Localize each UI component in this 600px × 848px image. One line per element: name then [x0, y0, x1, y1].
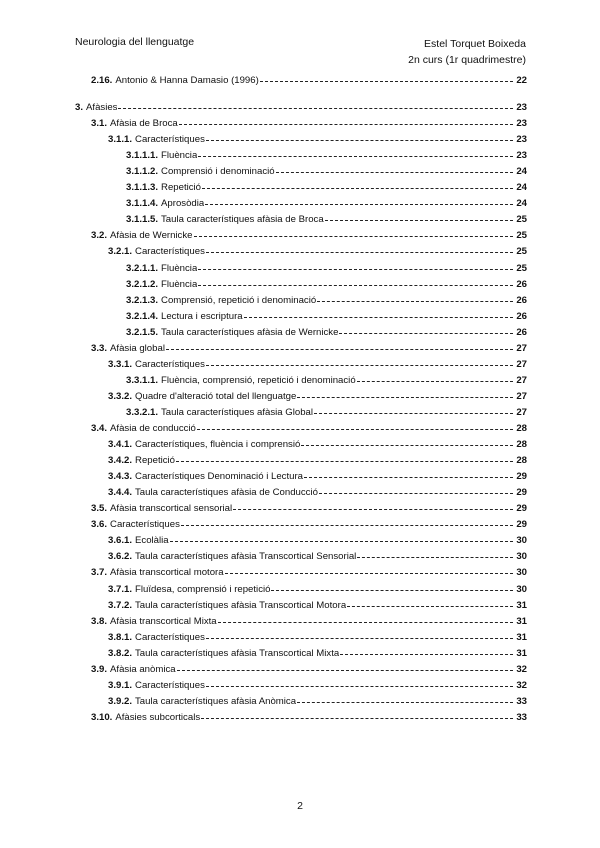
- toc-entry[interactable]: [126, 310, 527, 323]
- toc-entry-number: 3.2.1.5.: [126, 326, 159, 338]
- toc-entry[interactable]: [108, 470, 527, 483]
- toc-entry-page: 24: [516, 198, 527, 210]
- toc-leader-dashes: [117, 101, 515, 114]
- toc-entry-page: 29: [516, 503, 527, 515]
- toc-entry[interactable]: [126, 326, 527, 339]
- toc-entry-title: Afàsies: [86, 102, 118, 113]
- header-course-year: 2n curs (1r quadrimestre): [408, 54, 526, 66]
- toc-leader-dashes: [318, 486, 515, 499]
- toc-entry-title: Característiques: [135, 358, 205, 370]
- toc-entry-title: Quadre d'alteració total del llenguatge: [135, 390, 297, 402]
- toc-entry-number: 3.8.: [91, 615, 108, 627]
- toc-entry-title: Afàsia de Wernicke: [110, 230, 193, 242]
- header-author: Estel Torquet Boixeda: [424, 38, 526, 50]
- toc-entry-number: 3.7.: [91, 567, 108, 579]
- header-author-block: [408, 36, 526, 68]
- toc-entry-page: 25: [516, 214, 527, 226]
- toc-entry-number: 3.1.1.3.: [126, 182, 159, 194]
- toc-entry-number: 3.6.2.: [108, 551, 133, 563]
- toc-entry-number: 3.4.: [91, 423, 108, 434]
- toc-leader-dashes: [338, 326, 515, 339]
- toc-entry-title: Fluència: [161, 262, 198, 274]
- toc-entry[interactable]: [91, 422, 527, 435]
- toc-leader-dashes: [224, 566, 516, 579]
- toc-entry-number: 3.5.: [91, 503, 108, 515]
- toc-entry[interactable]: [108, 647, 527, 660]
- toc-entry-number: 3.2.1.4.: [126, 310, 159, 322]
- toc-leader-dashes: [169, 534, 516, 547]
- page-number: 2: [297, 800, 303, 812]
- toc-leader-dashes: [165, 342, 515, 355]
- toc-entry[interactable]: [108, 550, 527, 563]
- toc-entry[interactable]: [108, 534, 527, 547]
- toc-entry-title: Taula característiques afàsia de Wernicke: [161, 326, 339, 338]
- toc-entry-number: 3.6.1.: [108, 535, 133, 547]
- toc-entry-page: 29: [516, 519, 527, 531]
- toc-entry[interactable]: [91, 502, 527, 515]
- toc-entry-page: 26: [516, 294, 527, 306]
- toc-entry[interactable]: [108, 695, 527, 708]
- toc-leader-dashes: [197, 278, 515, 291]
- toc-entry[interactable]: [108, 245, 527, 258]
- toc-entry-page: 23: [516, 118, 527, 130]
- toc-entry-title: Afàsia global: [110, 342, 165, 354]
- toc-entry-title: Fluïdesa, comprensió i repetició: [135, 583, 271, 595]
- toc-entry-title: Afàsia transcortical sensorial: [110, 503, 233, 515]
- toc-entry-title: Característiques: [135, 679, 205, 691]
- toc-entry-number: 3.1.1.2.: [126, 166, 159, 178]
- toc-entry-number: 3.3.2.1.: [126, 406, 159, 418]
- header-course-title: Neurologia del llenguatge: [75, 36, 195, 48]
- toc-entry[interactable]: [108, 599, 527, 612]
- toc-leader-dashes: [296, 390, 515, 403]
- toc-leader-dashes: [296, 695, 515, 708]
- toc-entry-page: 26: [516, 278, 527, 290]
- toc-entry-number: 3.2.1.: [108, 246, 133, 258]
- toc-leader-dashes: [270, 583, 515, 596]
- toc-entry-page: 27: [516, 374, 527, 386]
- toc-entry-page: 30: [516, 567, 527, 579]
- toc-entry-page: 27: [516, 358, 527, 370]
- toc-entry-title: Afàsia anòmica: [110, 663, 176, 675]
- toc-entry[interactable]: [126, 406, 527, 419]
- toc-entry[interactable]: [126, 262, 527, 275]
- toc-entry[interactable]: [91, 566, 527, 579]
- toc-entry-title: Taula característiques afàsia Transcortical Sensorial: [135, 551, 357, 563]
- toc-entry-page: 31: [516, 599, 527, 611]
- toc-entry-number: 3.3.1.: [108, 358, 133, 370]
- toc-entry-number: 3.1.1.4.: [126, 198, 159, 210]
- toc-entry-title: Fluència: [161, 150, 198, 162]
- toc-entry-title: Característiques: [135, 134, 205, 146]
- toc-entry-number: 3.6.: [91, 519, 108, 531]
- toc-entry-number: 3.1.1.1.: [126, 150, 159, 162]
- toc-entry-title: Fluència: [161, 278, 198, 290]
- toc-entry-page: 28: [516, 423, 527, 434]
- toc-entry[interactable]: [108, 486, 527, 499]
- toc-entry-title: Aprosòdia: [161, 198, 205, 210]
- toc-entry[interactable]: [126, 294, 527, 307]
- toc-leader-dashes: [193, 229, 516, 242]
- toc-entry-page: 32: [516, 663, 527, 675]
- toc-entry[interactable]: [108, 390, 527, 403]
- toc-leader-dashes: [204, 197, 515, 210]
- toc-entry-page: 27: [516, 390, 527, 402]
- toc-entry-page: 31: [516, 615, 527, 627]
- toc-leader-dashes: [303, 470, 515, 483]
- toc-entry[interactable]: [91, 663, 527, 676]
- toc-entry-title: Comprensió, repetició i denominació: [161, 294, 317, 306]
- toc-entry-number: 3.7.1.: [108, 583, 133, 595]
- toc-entry[interactable]: [91, 342, 527, 355]
- toc-entry-number: 3.7.2.: [108, 599, 133, 611]
- toc-entry-title: Comprensió i denominació: [161, 166, 275, 178]
- toc-entry-number: 3.9.: [91, 663, 108, 675]
- toc-leader-dashes: [313, 406, 515, 419]
- toc-entry[interactable]: [91, 74, 527, 87]
- toc-leader-dashes: [275, 165, 516, 178]
- toc-leader-dashes: [200, 711, 515, 724]
- toc-entry-number: 3.8.2.: [108, 647, 133, 659]
- toc-leader-dashes: [196, 422, 515, 435]
- toc-entry-page: 22: [516, 75, 527, 86]
- toc-entry-page: 26: [516, 326, 527, 338]
- toc-entry-page: 29: [516, 487, 527, 499]
- toc-entry-title: Afàsia transcortical motora: [110, 567, 224, 579]
- toc-entry-page: 30: [516, 551, 527, 563]
- toc-entry-title: Repetició: [161, 182, 202, 194]
- toc-entry-number: 3.3.2.: [108, 390, 133, 402]
- toc-entry-number: 3.3.: [91, 342, 108, 354]
- toc-entry-number: 3.1.: [91, 118, 108, 130]
- toc-entry-title: Antonio & Hanna Damasio (1996): [115, 75, 259, 86]
- toc-leader-dashes: [178, 117, 516, 130]
- toc-entry-number: 3.2.: [91, 230, 108, 242]
- toc-entry-number: 3.4.3.: [108, 471, 133, 483]
- toc-entry[interactable]: [108, 454, 527, 467]
- toc-entry[interactable]: [126, 165, 527, 178]
- toc-leader-dashes: [197, 262, 515, 275]
- toc-entry-title: Taula característiques afàsia Anòmica: [135, 695, 297, 707]
- toc-entry-number: 3.: [75, 102, 84, 113]
- toc-entry-title: Fluència, comprensió, repetició i denominació: [161, 374, 356, 386]
- toc-entry-page: 31: [516, 647, 527, 659]
- toc-entry[interactable]: [108, 679, 527, 692]
- toc-entry-number: 3.3.1.1.: [126, 374, 159, 386]
- toc-entry[interactable]: [126, 278, 527, 291]
- toc-leader-dashes: [205, 133, 515, 146]
- toc-entry[interactable]: [126, 213, 527, 226]
- toc-leader-dashes: [201, 181, 515, 194]
- toc-entry[interactable]: [108, 133, 527, 146]
- toc-entry[interactable]: [108, 583, 527, 596]
- toc-entry-title: Taula característiques afàsia Transcortical Motora: [135, 599, 347, 611]
- toc-entry-number: 3.1.1.: [108, 134, 133, 146]
- toc-entry-page: 30: [516, 535, 527, 547]
- toc-entry-title: Ecolàlia: [135, 535, 169, 547]
- toc-entry[interactable]: [108, 631, 527, 644]
- toc-entry-page: 29: [516, 471, 527, 483]
- toc-entry[interactable]: [126, 197, 527, 210]
- toc-leader-dashes: [243, 310, 516, 323]
- toc-leader-dashes: [180, 518, 515, 531]
- toc-leader-dashes: [205, 245, 515, 258]
- toc-entry[interactable]: [126, 149, 527, 162]
- toc-entry-number: 2.16.: [91, 75, 113, 86]
- toc-entry-page: 30: [516, 583, 527, 595]
- toc-entry[interactable]: [108, 438, 527, 451]
- toc-entry-page: 25: [516, 230, 527, 242]
- toc-entry-page: 33: [516, 711, 527, 723]
- toc-entry-title: Característiques: [135, 631, 205, 643]
- toc-entry-number: 3.2.1.2.: [126, 278, 159, 290]
- toc-entry-number: 3.9.1.: [108, 679, 133, 691]
- toc-entry-page: 28: [516, 455, 527, 467]
- toc-entry[interactable]: [108, 358, 527, 371]
- toc-entry-title: Característiques: [135, 246, 205, 258]
- toc-leader-dashes: [356, 550, 515, 563]
- toc-entry-title: Característiques Denominació i Lectura: [135, 471, 303, 483]
- toc-leader-dashes: [339, 647, 515, 660]
- toc-leader-dashes: [356, 374, 516, 387]
- toc-entry[interactable]: [91, 615, 527, 628]
- toc-leader-dashes: [205, 358, 515, 371]
- toc-leader-dashes: [346, 599, 515, 612]
- toc-entry-title: Taula característiques afàsia Transcortical Mixta: [135, 647, 340, 659]
- toc-entry-number: 3.4.1.: [108, 439, 133, 451]
- toc-entry-title: Característiques: [110, 519, 180, 531]
- toc-entry-page: 23: [516, 134, 527, 146]
- toc-entry-number: 3.2.1.3.: [126, 294, 159, 306]
- toc-leader-dashes: [324, 213, 516, 226]
- toc-entry-page: 25: [516, 246, 527, 258]
- toc-entry-title: Afàsia transcortical Mixta: [110, 615, 217, 627]
- toc-entry-number: 3.1.1.5.: [126, 214, 159, 226]
- toc-entry-title: Taula característiques afàsia de Conducció: [135, 487, 318, 499]
- toc-entry[interactable]: [75, 101, 527, 114]
- toc-leader-dashes: [205, 679, 515, 692]
- toc-leader-dashes: [175, 454, 515, 467]
- toc-entry-number: 3.4.4.: [108, 487, 133, 499]
- toc-leader-dashes: [197, 149, 515, 162]
- toc-entry[interactable]: [91, 117, 527, 130]
- toc-entry-number: 3.8.1.: [108, 631, 133, 643]
- toc-entry-page: 33: [516, 695, 527, 707]
- toc-entry-title: Afàsies subcorticals: [115, 711, 201, 723]
- toc-entry-page: 26: [516, 310, 527, 322]
- toc-entry-title: Afàsia de conducció: [110, 423, 196, 434]
- toc-entry-page: 28: [516, 439, 527, 451]
- toc-entry-number: 3.10.: [91, 711, 113, 723]
- toc-leader-dashes: [217, 615, 516, 628]
- toc-leader-dashes: [300, 438, 515, 451]
- toc-entry-number: 3.9.2.: [108, 695, 133, 707]
- toc-entry[interactable]: [126, 374, 527, 387]
- toc-leader-dashes: [316, 294, 515, 307]
- toc-entry-page: 25: [516, 262, 527, 274]
- toc-entry[interactable]: [91, 711, 527, 724]
- toc-entry-title: Afàsia de Broca: [110, 118, 178, 130]
- toc-entry-page: 27: [516, 406, 527, 418]
- toc-leader-dashes: [232, 502, 515, 515]
- toc-leader-dashes: [259, 74, 516, 87]
- toc-entry-page: 23: [516, 102, 527, 113]
- toc-entry[interactable]: [91, 229, 527, 242]
- toc-entry-title: Repetició: [135, 455, 176, 467]
- toc-entry-page: 27: [516, 342, 527, 354]
- toc-entry-number: 3.2.1.1.: [126, 262, 159, 274]
- toc-entry-title: Taula característiques afàsia de Broca: [161, 214, 324, 226]
- toc-entry-page: 32: [516, 679, 527, 691]
- toc-entry-number: 3.4.2.: [108, 455, 133, 467]
- toc-entry[interactable]: [126, 181, 527, 194]
- toc-leader-dashes: [176, 663, 516, 676]
- toc-entry-title: Taula característiques afàsia Global: [161, 406, 313, 418]
- toc-entry[interactable]: [91, 518, 527, 531]
- toc-entry-page: 24: [516, 166, 527, 178]
- toc-entry-page: 24: [516, 182, 527, 194]
- toc-entry-title: Lectura i escriptura: [161, 310, 243, 322]
- toc-leader-dashes: [205, 631, 515, 644]
- toc-entry-page: 31: [516, 631, 527, 643]
- toc-entry-page: 23: [516, 150, 527, 162]
- toc-entry-title: Característiques, fluència i comprensió: [135, 439, 301, 451]
